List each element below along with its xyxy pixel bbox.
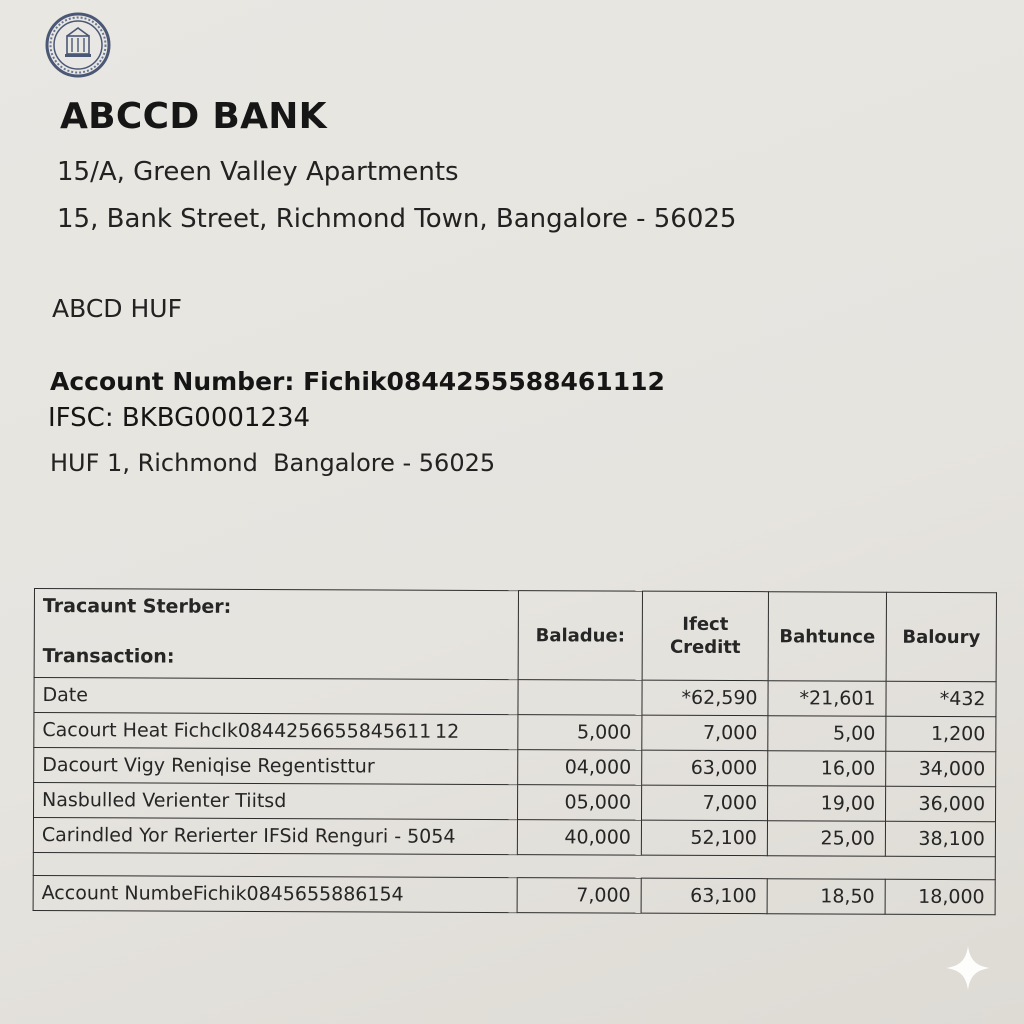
branch-address: HUF 1, Richmond Bangalore - 56025: [50, 449, 496, 477]
cell-description: Nasbulled Verienter Tiitsd: [33, 783, 517, 820]
header-col1-line1: Tracaunt Sterber:: [42, 595, 232, 618]
cell-balance-2: 38,100: [885, 821, 995, 856]
cell-balance-2: *432: [886, 681, 996, 716]
header-credit: Ifect Creditt: [642, 591, 768, 681]
table-row: [34, 748, 996, 787]
total-cell-description: Account NumbeFichik0845655886154: [33, 875, 517, 912]
cell-balance-due: [518, 680, 642, 716]
header-balance: Bahtunce: [768, 592, 886, 682]
cell-balance-2: 34,000: [886, 751, 996, 786]
cell-description: Cacourt Heat Fichclk0844256655845611 12: [34, 713, 518, 750]
cell-balance-due: 05,000: [517, 785, 641, 821]
cell-balance-2: 36,000: [885, 786, 995, 821]
table-total-row: [33, 875, 995, 914]
cell-balance-2: 1,200: [886, 716, 996, 751]
account-number-line: [50, 367, 665, 396]
cell-balance-due: 40,000: [517, 820, 641, 856]
transaction-table: [33, 588, 997, 915]
cell-balance: 5,00: [768, 716, 886, 752]
cell-credit: 63,000: [642, 750, 768, 786]
cell-balance: 16,00: [768, 751, 886, 787]
cell-balance: 19,00: [767, 786, 885, 822]
header-balance-due: Baladue:: [518, 591, 642, 681]
cell-credit: *62,590: [642, 680, 768, 716]
account-number-value: Fichik0844255588461112: [303, 367, 665, 396]
bank-seal-icon: [45, 12, 111, 78]
ifsc-code: BKBG0001234: [121, 403, 311, 433]
bank-address-line-2: 15, Bank Street, Richmond Town, Bangalore - 56025: [57, 204, 737, 234]
account-holder-name: ABCD HUF: [52, 294, 182, 323]
cell-balance: *21,601: [768, 681, 886, 717]
bank-address-line-1: 15/A, Green Valley Apartments: [57, 157, 459, 187]
cell-description: Dacourt Vigy Reniqise Regentisttur: [34, 748, 518, 785]
total-cell-balance: 18,50: [767, 879, 885, 915]
ifsc-line: [48, 403, 310, 433]
bank-name: ABCCD BANK: [60, 96, 327, 137]
total-cell-balance-2: 18,000: [885, 879, 995, 914]
table-header-row: [34, 589, 996, 682]
header-balance-2: Baloury: [886, 592, 996, 681]
ifsc-label: IFSC:: [48, 403, 114, 433]
cell-description: Carindled Yor Rerierter IFSid Renguri - 5054: [33, 818, 517, 855]
table-row: [34, 678, 996, 717]
header-col1-line2: Transaction:: [42, 645, 175, 668]
table-row: [33, 818, 995, 857]
table-row: [33, 783, 995, 822]
account-number-label: Account Number:: [50, 367, 295, 396]
cell-credit: 7,000: [642, 715, 768, 751]
sparkle-icon: [944, 944, 992, 992]
cell-balance-due: 04,000: [518, 750, 642, 786]
header-transaction: [34, 589, 518, 680]
cell-balance-due: 5,000: [518, 715, 642, 751]
cell-credit: 52,100: [641, 820, 767, 856]
cell-description: Date: [34, 678, 518, 715]
cell-balance: 25,00: [767, 821, 885, 857]
total-cell-balance-due: 7,000: [517, 878, 641, 914]
total-cell-credit: 63,100: [641, 878, 767, 914]
cell-credit: 7,000: [641, 785, 767, 821]
table-row: [34, 713, 996, 752]
